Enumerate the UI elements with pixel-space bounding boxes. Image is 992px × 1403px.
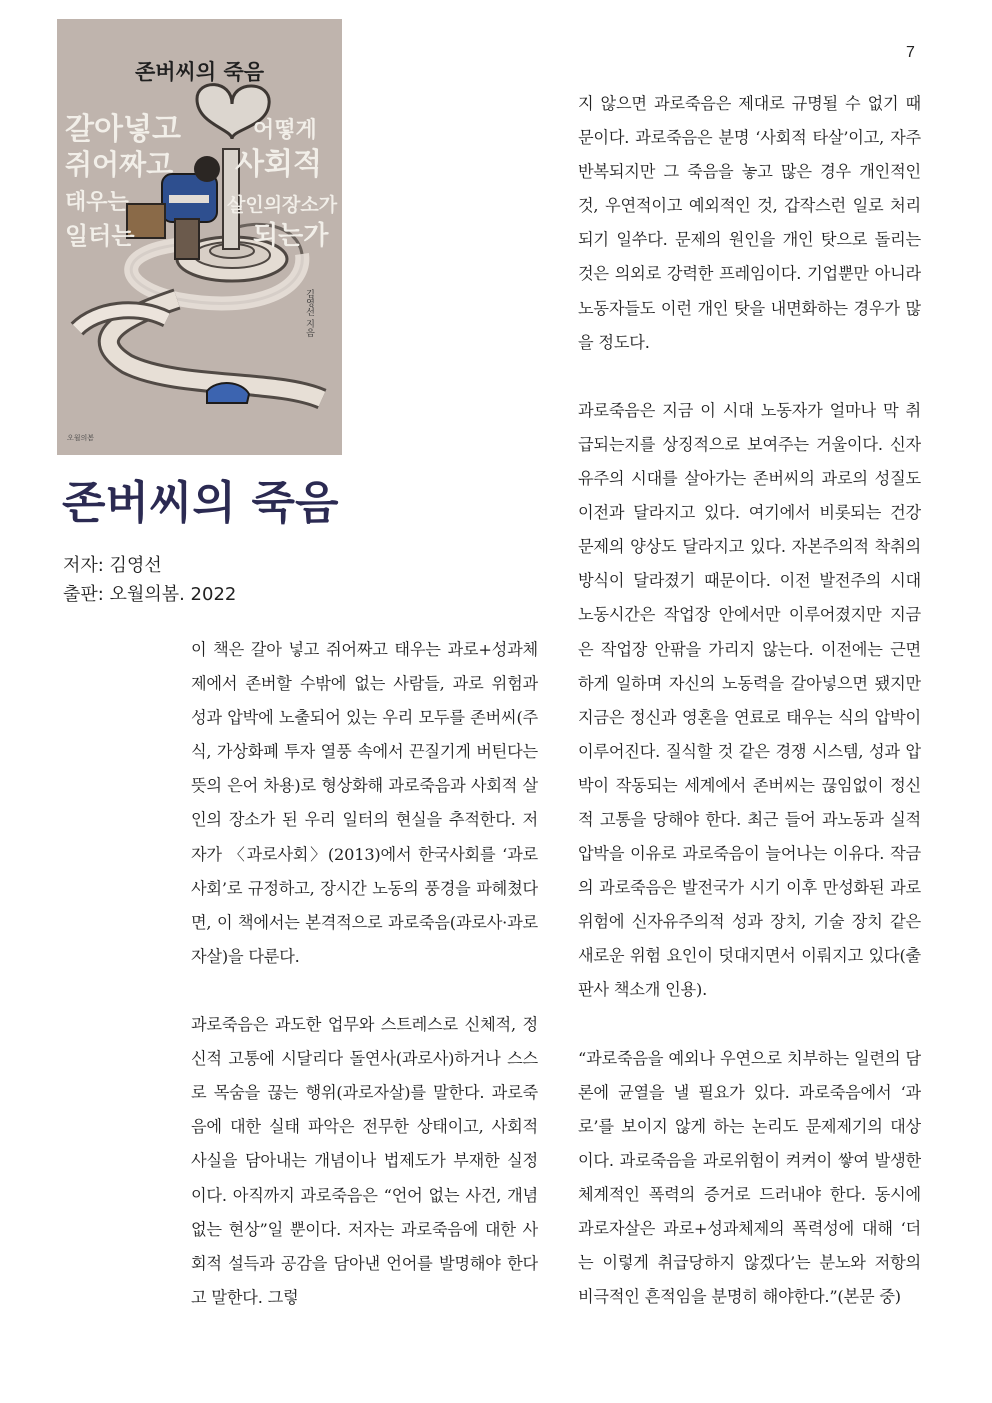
author-line: 저자: 김영선 (63, 555, 162, 576)
cover-author: 김영선 지음 (304, 289, 314, 337)
svg-text:어떻게: 어떻게 (253, 118, 317, 143)
paragraph: 과로죽음은 지금 이 시대 노동자가 얼마나 막 취급되는지를 상징적으로 보여주는 거울이다. 신자유주의 시대를 살아가는 존버씨의 과로의 성질도 이전과 달라지고 있다. 여기에서 비롯되는 건강 문제의 양상도 달라지고 있다. 자본주의적 착취의 방식이 달라졌기 때문이다. 이전 발전주의 시대 노동시간은 작업장 안에서만 이루어졌지만 지금은 작업장 안팎을 가리지 않는다. 이전에는 근면하게 일하며 자신의 노동력을 갈아넣으면 됐지만 지금은 정신과 영혼을 연료로 태우는 식의 압박이 이루어진다. 질식할 것 같은 경쟁 시스템, 성과 압박이 작동되는 세계에서 존버씨는 끊임없이 정신적 고통을 당해야 한다. 최근 들어 과노동과 실적 압박을 이유로 과로죽음이 늘어나는 이유다. 작금의 과로죽음은 발전국가 시기 이후 만성화된 과로위험에 신자유주의적 성과 장치, 기술 장치 같은 새로운 위험 요인이 덧대지면서 이뤄지고 있다(출판사 책소개 인용). (578, 400, 921, 1000)
paragraph: 이 책은 갈아 넣고 쥐어짜고 태우는 과로+성과체제에서 존버할 수밖에 없는 사람들, 과로 위험과 성과 압박에 노출되어 있는 우리 모두를 존버씨(주식, 가상화폐 투자 열풍 속에서 끈질기게 버틴다는 뜻의 은어 차용)로 형상화해 과로죽음과 사회적 살인의 장소가 된 우리 일터의 현실을 추적한다. 저자가 〈과로사회〉(2013)에서 한국사회를 ‘과로사회’로 규정하고, 장시간 노동의 풍경을 파헤쳤다면, 이 책에서는 본격적으로 과로죽음(과로사·과로자살)을 다룬다. (191, 640, 538, 966)
svg-text:일터는: 일터는 (65, 222, 135, 250)
cover-publisher-logo: 오월의봄 (67, 434, 95, 442)
book-title: 존버씨의 죽음 (62, 476, 339, 529)
left-column (191, 633, 538, 1315)
publisher-line: 출판: 오월의봄. 2022 (63, 584, 237, 605)
svg-text:사회적: 사회적 (235, 147, 322, 182)
svg-text:되는가: 되는가 (253, 221, 329, 251)
paragraph: 과로죽음은 과도한 업무와 스트레스로 신체적, 정신적 고통에 시달리다 돌연사(과로사)하거나 스스로 목숨을 끊는 행위(과로자살)를 말한다. 과로죽음에 대한 실태 파악은 전무한 상태이고, 사회적 사실을 담아내는 개념이나 법제도가 부재한 실정이다. 아직까지 과로죽음은 “언어 없는 사건, 개념 없는 현상”일 뿐이다. 저자는 과로죽음에 대한 사회적 설득과 공감을 담아낸 언어를 발명해야 한다고 말한다. 그렇 (191, 1015, 538, 1307)
quote-paragraph: “과로죽음을 예외나 우연으로 치부하는 일련의 담론에 균열을 낼 필요가 있다. 과로죽음에서 ‘과로’를 보이지 않게 하는 논리도 문제제기의 대상이다. 과로죽음을 과로위험이 켜켜이 쌓여 발생한 체계적인 폭력의 증거로 드러내야 한다. 동시에 과로자살은 과로+성과체제의 폭력성에 대해 ‘더는 이렇게 취급당하지 않겠다’는 분노와 저항의 비극적인 흔적임을 분명히 해야한다.”(본문 중) (578, 1048, 921, 1307)
page-number: 7 (906, 44, 915, 61)
book-cover-image (57, 19, 342, 455)
paragraph: 지 않으면 과로죽음은 제대로 규명될 수 없기 때문이다. 과로죽음은 분명 ‘사회적 타살’이고, 자주 반복되지만 그 죽음을 놓고 많은 경우 개인적인 것, 우연적이고 예외적인 것, 갑작스런 일로 처리되기 일쑤다. 문제의 원인을 개인 탓으로 돌리는 것은 의외로 강력한 프레임이다. 기업뿐만 아니라 노동자들도 이런 개인 탓을 내면화하는 경우가 많을 정도다. (578, 94, 921, 352)
svg-text:태우는: 태우는 (65, 190, 129, 215)
svg-text:살인의장소가: 살인의장소가 (227, 194, 338, 216)
svg-text:쥐어짜고: 쥐어짜고 (65, 148, 174, 181)
cover-title: 존버씨의 죽음 (134, 60, 265, 84)
svg-text:갈아넣고: 갈아넣고 (65, 112, 181, 147)
right-column (578, 87, 921, 1314)
